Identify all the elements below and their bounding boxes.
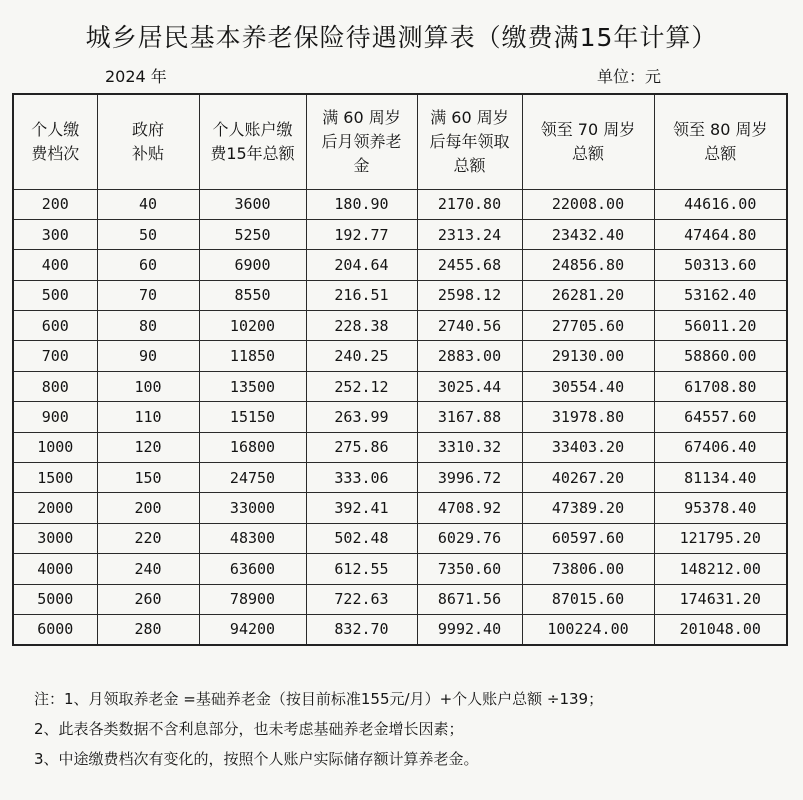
table-row <box>13 432 787 462</box>
table-cell: 60 <box>97 250 199 280</box>
header-gov-subsidy <box>97 94 199 189</box>
table-cell: 9992.40 <box>417 614 522 644</box>
table-cell: 33403.20 <box>522 432 654 462</box>
table-cell: 15150 <box>199 402 306 432</box>
header-label: 满 60 周岁后月领养老金 <box>321 107 402 175</box>
table-cell: 100 <box>97 371 199 401</box>
note-1: 注：1、月领取养老金 =基础养老金（按目前标准155元/月）+个人账户总额 ÷139； <box>34 690 604 708</box>
table-row <box>13 250 787 280</box>
page-title: 城乡居民基本养老保险待遇测算表（缴费满15年计算） <box>85 23 718 52</box>
table-cell: 2740.56 <box>417 311 522 341</box>
table-row <box>13 463 787 493</box>
table-cell: 26281.20 <box>522 280 654 310</box>
table-cell: 63600 <box>199 554 306 584</box>
table-cell: 252.12 <box>306 371 417 401</box>
table-cell: 61708.80 <box>654 371 787 401</box>
table-cell: 44616.00 <box>654 189 787 219</box>
table-cell: 16800 <box>199 432 306 462</box>
table-cell: 2598.12 <box>417 280 522 310</box>
table-cell: 2455.68 <box>417 250 522 280</box>
table-header-row <box>13 94 787 189</box>
table-cell: 200 <box>97 493 199 523</box>
table-cell: 148212.00 <box>654 554 787 584</box>
header-label: 领至 70 周岁总额 <box>540 119 636 163</box>
note-2: 2、此表各类数据不含利息部分，也未考虑基础养老金增长因素； <box>34 720 464 738</box>
table-cell: 40 <box>97 189 199 219</box>
table-cell: 2883.00 <box>417 341 522 371</box>
table-cell: 81134.40 <box>654 463 787 493</box>
table-cell: 5000 <box>13 584 97 614</box>
table-cell: 150 <box>97 463 199 493</box>
table-cell: 11850 <box>199 341 306 371</box>
table-cell: 67406.40 <box>654 432 787 462</box>
table-row <box>13 402 787 432</box>
table-body <box>13 189 787 645</box>
table-cell: 33000 <box>199 493 306 523</box>
table-cell: 78900 <box>199 584 306 614</box>
header-total-to-80 <box>654 94 787 189</box>
table-cell: 6900 <box>199 250 306 280</box>
table-cell: 29130.00 <box>522 341 654 371</box>
header-label: 满 60 周岁后每年领取总额 <box>429 107 510 175</box>
table-cell: 216.51 <box>306 280 417 310</box>
table-cell: 95378.40 <box>654 493 787 523</box>
table-cell: 192.77 <box>306 219 417 249</box>
table-cell: 800 <box>13 371 97 401</box>
table-cell: 120 <box>97 432 199 462</box>
note-3: 3、中途缴费档次有变化的，按照个人账户实际储存额计算养老金。 <box>34 750 479 768</box>
table-cell: 8671.56 <box>417 584 522 614</box>
table-cell: 180.90 <box>306 189 417 219</box>
table-row <box>13 311 787 341</box>
year-label: 2024 年 <box>105 67 167 86</box>
table-cell: 31978.80 <box>522 402 654 432</box>
table-cell: 53162.40 <box>654 280 787 310</box>
table-row <box>13 523 787 553</box>
table-cell: 47464.80 <box>654 219 787 249</box>
header-label: 领至 80 周岁总额 <box>672 119 768 163</box>
table-cell: 27705.60 <box>522 311 654 341</box>
table-cell: 23432.40 <box>522 219 654 249</box>
table-row <box>13 614 787 644</box>
table-cell: 4708.92 <box>417 493 522 523</box>
table-cell: 50313.60 <box>654 250 787 280</box>
table-cell: 3000 <box>13 523 97 553</box>
table-cell: 174631.20 <box>654 584 787 614</box>
header-label: 个人账户缴费15年总额 <box>210 119 295 163</box>
table-cell: 110 <box>97 402 199 432</box>
table-cell: 40267.20 <box>522 463 654 493</box>
table-row <box>13 280 787 310</box>
table-cell: 300 <box>13 219 97 249</box>
table-cell: 64557.60 <box>654 402 787 432</box>
table-cell: 1500 <box>13 463 97 493</box>
header-total-to-70 <box>522 94 654 189</box>
table-cell: 6029.76 <box>417 523 522 553</box>
unit-label: 单位：元 <box>597 67 662 86</box>
table-cell: 24856.80 <box>522 250 654 280</box>
table-cell: 392.41 <box>306 493 417 523</box>
table-cell: 900 <box>13 402 97 432</box>
table-cell: 228.38 <box>306 311 417 341</box>
table-cell: 50 <box>97 219 199 249</box>
table-cell: 80 <box>97 311 199 341</box>
table-cell: 56011.20 <box>654 311 787 341</box>
table-cell: 600 <box>13 311 97 341</box>
table-cell: 10200 <box>199 311 306 341</box>
table-row <box>13 493 787 523</box>
table-cell: 220 <box>97 523 199 553</box>
table-row <box>13 371 787 401</box>
table-cell: 3996.72 <box>417 463 522 493</box>
table-cell: 30554.40 <box>522 371 654 401</box>
table-cell: 204.64 <box>306 250 417 280</box>
table-cell: 6000 <box>13 614 97 644</box>
table-cell: 70 <box>97 280 199 310</box>
table-row <box>13 341 787 371</box>
table-cell: 333.06 <box>306 463 417 493</box>
table-row <box>13 554 787 584</box>
pension-table <box>12 93 788 646</box>
header-label: 个人缴费档次 <box>31 119 80 163</box>
table-cell: 2170.80 <box>417 189 522 219</box>
table-cell: 4000 <box>13 554 97 584</box>
table-cell: 2313.24 <box>417 219 522 249</box>
table-cell: 3025.44 <box>417 371 522 401</box>
table-cell: 700 <box>13 341 97 371</box>
table-cell: 60597.60 <box>522 523 654 553</box>
table-cell: 722.63 <box>306 584 417 614</box>
table-row <box>13 584 787 614</box>
table-cell: 612.55 <box>306 554 417 584</box>
table-cell: 7350.60 <box>417 554 522 584</box>
table-row <box>13 219 787 249</box>
table-cell: 73806.00 <box>522 554 654 584</box>
table-cell: 3310.32 <box>417 432 522 462</box>
table-cell: 100224.00 <box>522 614 654 644</box>
table-cell: 22008.00 <box>522 189 654 219</box>
table-cell: 48300 <box>199 523 306 553</box>
table-cell: 280 <box>97 614 199 644</box>
header-payment-level <box>13 94 97 189</box>
header-monthly-pension <box>306 94 417 189</box>
table-cell: 201048.00 <box>654 614 787 644</box>
header-account-total <box>199 94 306 189</box>
table-cell: 2000 <box>13 493 97 523</box>
table-cell: 400 <box>13 250 97 280</box>
table-cell: 8550 <box>199 280 306 310</box>
notes <box>34 684 603 774</box>
table-cell: 94200 <box>199 614 306 644</box>
table-cell: 260 <box>97 584 199 614</box>
table-cell: 3600 <box>199 189 306 219</box>
table-cell: 47389.20 <box>522 493 654 523</box>
table-cell: 832.70 <box>306 614 417 644</box>
table-cell: 121795.20 <box>654 523 787 553</box>
header-label: 政府补贴 <box>131 119 164 163</box>
header-yearly-total <box>417 94 522 189</box>
table-cell: 500 <box>13 280 97 310</box>
table-cell: 24750 <box>199 463 306 493</box>
table-cell: 5250 <box>199 219 306 249</box>
table-cell: 1000 <box>13 432 97 462</box>
table-cell: 502.48 <box>306 523 417 553</box>
table-cell: 87015.60 <box>522 584 654 614</box>
table-row <box>13 189 787 219</box>
table-cell: 275.86 <box>306 432 417 462</box>
table-cell: 90 <box>97 341 199 371</box>
table-cell: 240.25 <box>306 341 417 371</box>
table-cell: 13500 <box>199 371 306 401</box>
table-cell: 3167.88 <box>417 402 522 432</box>
table-cell: 58860.00 <box>654 341 787 371</box>
table-cell: 263.99 <box>306 402 417 432</box>
table-cell: 200 <box>13 189 97 219</box>
table-cell: 240 <box>97 554 199 584</box>
